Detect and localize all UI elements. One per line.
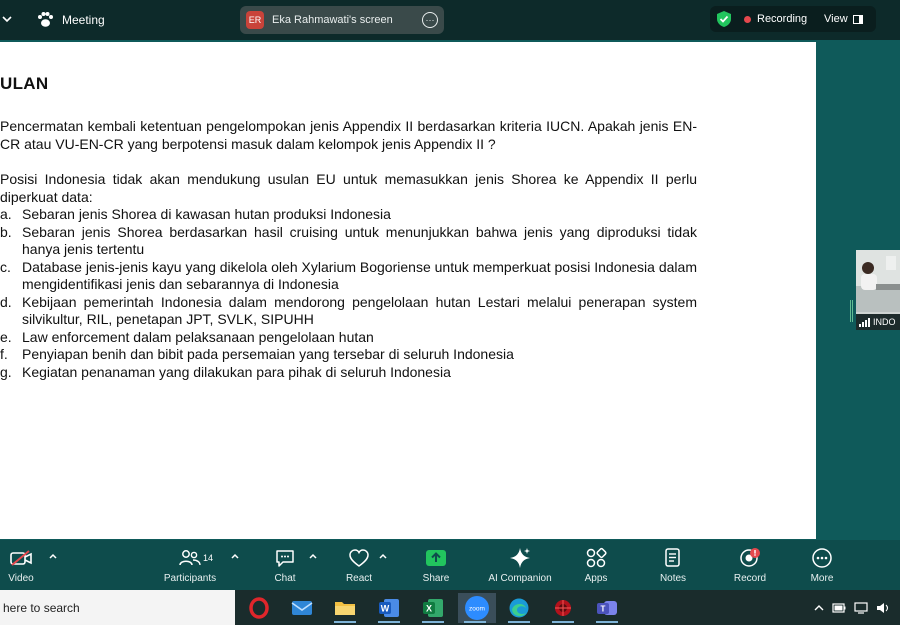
svg-text:X: X	[425, 603, 433, 614]
list-item	[0, 259, 697, 294]
video-off-icon	[8, 546, 34, 570]
participants-options-caret-icon[interactable]	[230, 552, 240, 560]
list-marker: g.	[0, 363, 12, 380]
slide-paragraph-1: Pencermatan kembali ketentuan pengelompokan jenis Appendix II berdasarkan kriteria IUCN. Apakah jenis EN-CR atau VU-EN-CR yang berpotensi masuk dalam kelompok jenis Appendix II ?	[0, 118, 697, 152]
list-item	[0, 206, 697, 224]
chat-icon	[272, 546, 298, 570]
screen-owner-avatar: ER	[246, 11, 264, 29]
taskbar-search-placeholder: here to search	[3, 600, 80, 615]
list-text: Penyiapan benih dan bibit pada persemaian yang tersebar di seluruh Indonesia	[22, 346, 514, 362]
list-item	[0, 346, 697, 364]
participant-name-bar	[856, 314, 900, 330]
meeting-info-button[interactable]	[36, 10, 105, 30]
list-text: Law enforcement dalam pelaksanaan pengelolaan hutan	[22, 328, 374, 345]
video-label: Video	[8, 573, 34, 584]
mail-icon[interactable]	[285, 593, 319, 623]
participants-label: Participants	[163, 573, 217, 584]
view-layout-icon	[853, 15, 863, 24]
more-icon	[809, 546, 835, 570]
word-icon[interactable]	[372, 593, 406, 623]
notes-button[interactable]	[656, 546, 690, 588]
more-label: More	[810, 573, 834, 584]
heart-icon	[346, 546, 372, 570]
excel-icon[interactable]	[416, 593, 450, 623]
list-marker: e.	[0, 328, 12, 345]
apps-icon	[583, 546, 609, 570]
participant-video-tile[interactable]	[856, 250, 900, 330]
share-label: Share	[422, 573, 450, 584]
running-indicator	[422, 621, 444, 623]
slide-paragraph-2: Posisi Indonesia tidak akan mendukung usulan EU untuk memasukkan jenis Shorea ke Appendix II perlu diperkuat data:	[0, 171, 697, 205]
participant-name: INDO	[873, 317, 896, 327]
list-marker: b.	[0, 223, 12, 240]
list-marker: d.	[0, 293, 12, 310]
list-text: Kegiatan penanaman yang dilakukan para pihak di seluruh Indonesia	[22, 363, 451, 380]
share-button[interactable]	[420, 546, 452, 588]
battery-icon[interactable]	[832, 603, 846, 613]
slide-title: ULAN	[0, 74, 49, 93]
running-indicator	[596, 621, 618, 623]
list-item	[0, 224, 697, 259]
tile-resize-handle[interactable]	[850, 300, 853, 322]
signal-strength-icon	[859, 318, 870, 327]
ai-companion-button[interactable]	[484, 546, 556, 588]
participants-count-badge: 14	[203, 553, 214, 563]
participant-video-image	[856, 250, 900, 312]
ai-companion-label: AI Companion	[488, 573, 552, 584]
running-indicator	[508, 621, 530, 623]
zoom-icon[interactable]	[458, 593, 496, 623]
video-options-caret-icon[interactable]	[48, 552, 58, 560]
react-options-caret-icon[interactable]	[378, 552, 388, 560]
list-marker: c.	[0, 258, 11, 275]
opera-icon[interactable]	[242, 593, 276, 623]
meeting-top-bar	[0, 0, 900, 40]
video-button[interactable]	[4, 546, 38, 588]
apps-button[interactable]	[580, 546, 612, 588]
file-explorer-icon[interactable]	[328, 593, 362, 623]
running-indicator	[552, 621, 574, 623]
meeting-label: Meeting	[62, 13, 105, 27]
system-tray	[814, 598, 890, 618]
running-indicator	[464, 621, 486, 623]
record-label: Record	[733, 573, 767, 584]
list-item	[0, 329, 697, 347]
shared-screen-slide	[0, 42, 816, 539]
list-text: Sebaran jenis Shorea berdasarkan hasil cruising untuk menunjukkan bahwa jenis yang diproduksi tidak hanya jenis tertentu	[22, 223, 697, 257]
more-button[interactable]	[806, 546, 838, 588]
chat-options-caret-icon[interactable]	[308, 552, 318, 560]
screen-share-label: Eka Rahmawati's screen	[272, 14, 393, 26]
notes-label: Notes	[659, 573, 687, 584]
running-indicator	[378, 621, 400, 623]
recording-indicator[interactable]	[744, 9, 807, 29]
teams-icon[interactable]	[590, 593, 624, 623]
sparkle-icon	[507, 546, 533, 570]
recording-view-group	[710, 6, 876, 32]
shield-check-icon[interactable]	[716, 10, 732, 28]
chat-button[interactable]	[270, 546, 300, 588]
list-text: Database jenis-jenis kayu yang dikelola oleh Xylarium Bogoriense untuk memperkuat posisi Indonesia dalam mengidentifikasi jenis dan sebarannya di Indonesia	[22, 258, 697, 292]
chat-label: Chat	[274, 573, 296, 584]
tray-expand-icon[interactable]	[814, 604, 824, 612]
react-button[interactable]	[342, 546, 376, 588]
windows-taskbar	[0, 590, 900, 625]
recording-dot-icon	[744, 16, 751, 23]
svg-text:T: T	[600, 604, 606, 614]
meeting-controls-toolbar	[0, 540, 900, 590]
red-app-icon[interactable]	[546, 593, 580, 623]
list-marker: f.	[0, 346, 8, 362]
paw-icon	[36, 11, 54, 29]
view-button[interactable]	[824, 10, 863, 28]
participants-icon	[177, 546, 203, 570]
taskbar-search-input[interactable]	[0, 590, 235, 625]
share-screen-icon	[423, 546, 449, 570]
record-icon	[737, 546, 763, 570]
more-options-icon[interactable]: ···	[422, 12, 438, 28]
list-item	[0, 294, 697, 329]
list-marker: a.	[0, 206, 12, 222]
chevron-down-icon[interactable]	[2, 12, 14, 26]
recording-label: Recording	[757, 13, 808, 25]
running-indicator	[334, 621, 356, 623]
network-icon[interactable]	[854, 602, 868, 614]
list-item	[0, 364, 697, 382]
list-text: Sebaran jenis Shorea di kawasan hutan produksi Indonesia	[22, 206, 391, 222]
view-label: View	[824, 13, 848, 25]
list-text: Kebijaan pemerintah Indonesia dalam mendorong pengelolaan hutan Lestari melalui penerapan system silvikultur, RIL, penetapan JPT, SVLK, SIPUHH	[22, 293, 697, 327]
screen-share-indicator[interactable]	[240, 6, 444, 34]
volume-icon[interactable]	[876, 602, 890, 614]
zoom-icon-text: zoom	[469, 605, 485, 613]
slide-list	[0, 206, 697, 381]
react-label: React	[345, 573, 373, 584]
notes-icon	[660, 546, 686, 570]
svg-text:W: W	[380, 603, 390, 614]
apps-label: Apps	[584, 573, 608, 584]
edge-icon[interactable]	[502, 593, 536, 623]
record-button[interactable]	[732, 546, 768, 588]
